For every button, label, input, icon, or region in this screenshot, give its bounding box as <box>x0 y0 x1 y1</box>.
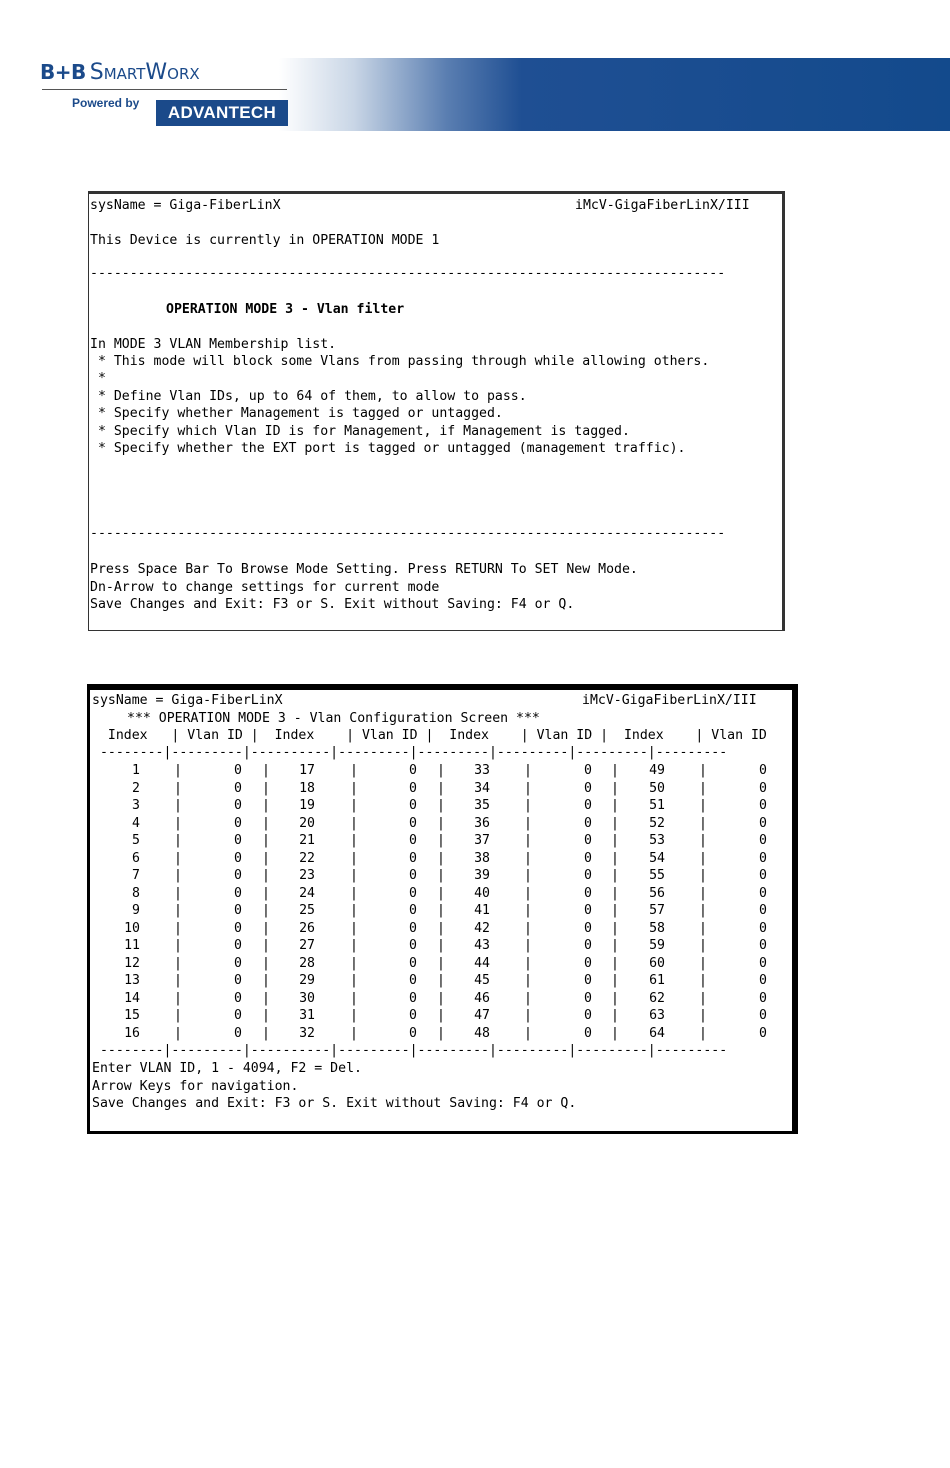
sysname-label: sysName = Giga-FiberLinX <box>90 198 281 213</box>
index-cell: 26 <box>299 920 315 936</box>
vlan-id-cell[interactable]: 0 <box>584 833 592 848</box>
table-header-row: Index | Vlan ID | Index | Vlan ID | Index | Vlan ID | Index | Vlan ID <box>92 728 767 743</box>
column-separator: | <box>524 763 532 778</box>
table-divider-bottom: --------|---------|----------|---------|---------|---------|---------|--------- <box>92 1043 728 1058</box>
membership-heading: In MODE 3 VLAN Membership list. <box>90 337 337 352</box>
index-cell: 32 <box>299 1025 315 1041</box>
index-cell: 1 <box>132 763 140 778</box>
bullet-line: * Specify which Vlan ID is for Management, if Management is tagged. <box>90 424 630 439</box>
column-separator: | <box>437 798 445 813</box>
index-cell: 18 <box>299 780 315 796</box>
index-cell: 10 <box>124 920 140 936</box>
column-separator: | <box>524 798 532 813</box>
column-separator: | <box>524 885 532 901</box>
vlan-id-cell[interactable]: 0 <box>409 798 417 813</box>
powered-by-label: Powered by <box>72 96 140 110</box>
column-separator: | <box>350 885 358 901</box>
vlan-id-cell[interactable]: 0 <box>584 920 592 936</box>
index-cell: 31 <box>299 1008 315 1023</box>
column-separator: | <box>437 938 445 953</box>
index-cell: 59 <box>649 938 665 953</box>
column-separator: | <box>262 763 270 778</box>
vlan-id-cell[interactable]: 0 <box>234 780 242 796</box>
index-cell: 13 <box>124 973 140 988</box>
vlan-id-cell[interactable]: 0 <box>234 990 242 1006</box>
column-separator: | <box>350 780 358 796</box>
column-separator: | <box>611 920 619 936</box>
index-cell: 45 <box>474 973 490 988</box>
bullet-line: * This mode will block some Vlans from passing through while allowing others. <box>90 354 710 369</box>
vlan-id-cell[interactable]: 0 <box>759 763 767 778</box>
vlan-id-cell[interactable]: 0 <box>584 850 592 866</box>
column-separator: | <box>699 780 707 796</box>
column-separator: | <box>437 868 445 883</box>
vlan-id-cell[interactable]: 0 <box>234 938 242 953</box>
index-cell: 58 <box>649 920 665 936</box>
table-row <box>90 1025 790 1042</box>
column-separator: | <box>174 833 182 848</box>
column-separator: | <box>699 903 707 918</box>
column-separator: | <box>262 990 270 1006</box>
column-separator: | <box>699 1025 707 1041</box>
column-separator: | <box>524 815 532 831</box>
column-separator: | <box>611 850 619 866</box>
bullet-line: * <box>90 371 106 386</box>
index-cell: 52 <box>649 815 665 831</box>
vlan-id-cell[interactable]: 0 <box>759 1025 767 1041</box>
column-separator: | <box>350 815 358 831</box>
column-separator: | <box>699 815 707 831</box>
vlan-id-cell[interactable]: 0 <box>409 833 417 848</box>
index-cell: 64 <box>649 1025 665 1041</box>
vlan-id-cell[interactable]: 0 <box>409 955 417 971</box>
table-row <box>90 885 790 902</box>
index-cell: 7 <box>132 868 140 883</box>
logo-smartworx-text: SmartWorx <box>89 60 200 85</box>
column-separator: | <box>174 868 182 883</box>
logo-divider <box>42 89 287 90</box>
column-separator: | <box>174 763 182 778</box>
column-separator: | <box>262 903 270 918</box>
column-separator: | <box>350 920 358 936</box>
column-separator: | <box>437 763 445 778</box>
index-cell: 24 <box>299 885 315 901</box>
column-separator: | <box>437 1008 445 1023</box>
vlan-id-cell[interactable]: 0 <box>759 780 767 796</box>
vlan-id-cell[interactable]: 0 <box>759 920 767 936</box>
column-separator: | <box>437 1025 445 1041</box>
column-separator: | <box>350 990 358 1006</box>
vlan-id-cell[interactable]: 0 <box>759 990 767 1006</box>
table-row <box>90 920 790 937</box>
vlan-id-cell[interactable]: 0 <box>584 990 592 1006</box>
index-cell: 19 <box>299 798 315 813</box>
vlan-id-cell[interactable]: 0 <box>409 938 417 953</box>
vlan-id-cell[interactable]: 0 <box>234 798 242 813</box>
index-cell: 15 <box>124 1008 140 1023</box>
table-divider-top: --------|---------|----------|---------|---------|---------|---------|--------- <box>92 745 728 760</box>
column-separator: | <box>262 833 270 848</box>
column-separator: | <box>350 868 358 883</box>
column-separator: | <box>174 1025 182 1041</box>
index-cell: 40 <box>474 885 490 901</box>
index-cell: 55 <box>649 868 665 883</box>
mode-title[interactable]: OPERATION MODE 3 - Vlan filter <box>166 302 405 317</box>
vlan-id-cell[interactable]: 0 <box>409 903 417 918</box>
vlan-id-cell[interactable]: 0 <box>409 763 417 778</box>
terminal-screen-vlan-config <box>87 684 798 1134</box>
column-separator: | <box>350 973 358 988</box>
vlan-id-cell[interactable]: 0 <box>234 815 242 831</box>
vlan-id-cell[interactable]: 0 <box>234 868 242 883</box>
vlan-id-cell[interactable]: 0 <box>234 1025 242 1041</box>
table-row <box>90 815 790 832</box>
index-cell: 43 <box>474 938 490 953</box>
column-separator: | <box>437 833 445 848</box>
column-separator: | <box>611 903 619 918</box>
index-cell: 63 <box>649 1008 665 1023</box>
table-row <box>90 955 790 972</box>
help-line: Save Changes and Exit: F3 or S. Exit without Saving: F4 or Q. <box>90 597 575 612</box>
column-separator: | <box>611 973 619 988</box>
vlan-id-cell[interactable]: 0 <box>584 763 592 778</box>
column-separator: | <box>350 938 358 953</box>
column-separator: | <box>437 850 445 866</box>
column-separator: | <box>262 868 270 883</box>
column-separator: | <box>699 885 707 901</box>
index-cell: 5 <box>132 833 140 848</box>
column-separator: | <box>350 833 358 848</box>
column-separator: | <box>437 780 445 796</box>
terminal-screen-mode-select <box>88 191 785 631</box>
column-separator: | <box>174 798 182 813</box>
column-separator: | <box>174 938 182 953</box>
column-separator: | <box>350 1008 358 1023</box>
vlan-id-cell[interactable]: 0 <box>759 973 767 988</box>
device-model-label: iMcV-GigaFiberLinX/III <box>575 198 750 213</box>
vlan-id-cell[interactable]: 0 <box>234 973 242 988</box>
index-cell: 21 <box>299 833 315 848</box>
column-separator: | <box>262 1025 270 1041</box>
column-separator: | <box>699 798 707 813</box>
column-separator: | <box>174 973 182 988</box>
vlan-id-cell[interactable]: 0 <box>759 885 767 901</box>
vlan-id-cell[interactable]: 0 <box>409 1025 417 1041</box>
column-separator: | <box>524 920 532 936</box>
column-separator: | <box>350 1025 358 1041</box>
column-separator: | <box>350 798 358 813</box>
index-cell: 50 <box>649 780 665 796</box>
vlan-id-cell[interactable]: 0 <box>234 833 242 848</box>
index-cell: 38 <box>474 850 490 866</box>
column-separator: | <box>699 973 707 988</box>
index-cell: 53 <box>649 833 665 848</box>
column-separator: | <box>174 780 182 796</box>
vlan-id-cell[interactable]: 0 <box>409 850 417 866</box>
table-row <box>90 937 790 954</box>
column-separator: | <box>174 850 182 866</box>
column-separator: | <box>262 885 270 901</box>
index-cell: 35 <box>474 798 490 813</box>
column-separator: | <box>524 990 532 1006</box>
column-separator: | <box>262 955 270 971</box>
vlan-id-cell[interactable]: 0 <box>409 780 417 796</box>
vlan-id-cell[interactable]: 0 <box>584 798 592 813</box>
vlan-id-cell[interactable]: 0 <box>234 955 242 971</box>
column-separator: | <box>437 955 445 971</box>
column-separator: | <box>611 990 619 1006</box>
table-row <box>90 780 790 797</box>
column-separator: | <box>524 833 532 848</box>
index-cell: 33 <box>474 763 490 778</box>
column-separator: | <box>524 938 532 953</box>
help-line: Arrow Keys for navigation. <box>92 1079 299 1094</box>
vlan-id-cell[interactable]: 0 <box>409 973 417 988</box>
column-separator: | <box>611 798 619 813</box>
separator-top: -------------------------------------------------------------------------------- <box>90 266 726 281</box>
column-separator: | <box>611 763 619 778</box>
index-cell: 34 <box>474 780 490 796</box>
vlan-id-cell[interactable]: 0 <box>234 1008 242 1023</box>
column-separator: | <box>699 868 707 883</box>
column-separator: | <box>350 850 358 866</box>
vlan-id-cell[interactable]: 0 <box>234 850 242 866</box>
column-separator: | <box>174 885 182 901</box>
column-separator: | <box>437 885 445 901</box>
column-separator: | <box>524 850 532 866</box>
index-cell: 48 <box>474 1025 490 1041</box>
column-separator: | <box>437 990 445 1006</box>
index-cell: 4 <box>132 815 140 831</box>
column-separator: | <box>174 1008 182 1023</box>
column-separator: | <box>699 1008 707 1023</box>
index-cell: 56 <box>649 885 665 901</box>
column-separator: | <box>524 1008 532 1023</box>
index-cell: 16 <box>124 1025 140 1041</box>
column-separator: | <box>699 938 707 953</box>
vlan-id-cell[interactable]: 0 <box>409 1008 417 1023</box>
column-separator: | <box>262 938 270 953</box>
column-separator: | <box>262 798 270 813</box>
column-separator: | <box>174 815 182 831</box>
index-cell: 46 <box>474 990 490 1006</box>
vlan-id-cell[interactable]: 0 <box>584 780 592 796</box>
column-separator: | <box>350 903 358 918</box>
vlan-id-cell[interactable]: 0 <box>409 990 417 1006</box>
column-separator: | <box>699 833 707 848</box>
table-row <box>90 762 790 779</box>
index-cell: 25 <box>299 903 315 918</box>
vlan-id-cell[interactable]: 0 <box>584 815 592 831</box>
index-cell: 29 <box>299 973 315 988</box>
vlan-id-cell[interactable]: 0 <box>584 938 592 953</box>
vlan-id-cell[interactable]: 0 <box>409 885 417 901</box>
vlan-id-cell[interactable]: 0 <box>234 920 242 936</box>
index-cell: 8 <box>132 885 140 901</box>
vlan-id-cell[interactable]: 0 <box>759 798 767 813</box>
table-row <box>90 832 790 849</box>
index-cell: 36 <box>474 815 490 831</box>
vlan-id-cell[interactable]: 0 <box>584 955 592 971</box>
index-cell: 9 <box>132 903 140 918</box>
screen-title: *** OPERATION MODE 3 - Vlan Configuration Screen *** <box>127 711 540 726</box>
column-separator: | <box>699 990 707 1006</box>
column-separator: | <box>699 850 707 866</box>
bullet-line: * Specify whether the EXT port is tagged or untagged (management traffic). <box>90 441 686 456</box>
column-separator: | <box>524 973 532 988</box>
vlan-id-cell[interactable]: 0 <box>409 920 417 936</box>
index-cell: 60 <box>649 955 665 971</box>
vlan-id-cell[interactable]: 0 <box>584 885 592 901</box>
index-cell: 41 <box>474 903 490 918</box>
index-cell: 11 <box>124 938 140 953</box>
vlan-id-cell[interactable]: 0 <box>234 885 242 901</box>
column-separator: | <box>262 780 270 796</box>
vlan-id-cell[interactable]: 0 <box>759 938 767 953</box>
bullet-line: * Define Vlan IDs, up to 64 of them, to allow to pass. <box>90 389 527 404</box>
help-line: Press Space Bar To Browse Mode Setting. Press RETURN To SET New Mode. <box>90 562 638 577</box>
vlan-id-cell[interactable]: 0 <box>759 868 767 883</box>
column-separator: | <box>262 920 270 936</box>
vlan-id-cell[interactable]: 0 <box>584 1025 592 1041</box>
column-separator: | <box>524 955 532 971</box>
column-separator: | <box>611 868 619 883</box>
column-separator: | <box>524 780 532 796</box>
index-cell: 14 <box>124 990 140 1006</box>
table-row <box>90 990 790 1007</box>
help-line: Save Changes and Exit: F3 or S. Exit without Saving: F4 or Q. <box>92 1096 577 1111</box>
column-separator: | <box>174 920 182 936</box>
index-cell: 57 <box>649 903 665 918</box>
vlan-id-cell[interactable]: 0 <box>584 973 592 988</box>
vlan-id-cell[interactable]: 0 <box>584 1008 592 1023</box>
index-cell: 6 <box>132 850 140 866</box>
column-separator: | <box>174 955 182 971</box>
index-cell: 20 <box>299 815 315 831</box>
vlan-id-cell[interactable]: 0 <box>584 903 592 918</box>
column-separator: | <box>524 903 532 918</box>
vlan-id-cell[interactable]: 0 <box>759 903 767 918</box>
index-cell: 2 <box>132 780 140 796</box>
column-separator: | <box>611 938 619 953</box>
column-separator: | <box>437 920 445 936</box>
table-row <box>90 797 790 814</box>
table-row <box>90 1007 790 1024</box>
index-cell: 44 <box>474 955 490 971</box>
column-separator: | <box>699 763 707 778</box>
index-cell: 17 <box>299 763 315 778</box>
column-separator: | <box>611 1025 619 1041</box>
column-separator: | <box>611 955 619 971</box>
separator-bottom: -------------------------------------------------------------------------------- <box>90 526 726 541</box>
column-separator: | <box>262 1008 270 1023</box>
index-cell: 39 <box>474 868 490 883</box>
column-separator: | <box>262 973 270 988</box>
vlan-id-cell[interactable]: 0 <box>234 903 242 918</box>
index-cell: 12 <box>124 955 140 971</box>
index-cell: 47 <box>474 1008 490 1023</box>
vlan-id-cell[interactable]: 0 <box>409 815 417 831</box>
table-row <box>90 902 790 919</box>
logo-bb-text: B+B <box>40 60 86 84</box>
column-separator: | <box>262 850 270 866</box>
bullet-line: * Specify whether Management is tagged or untagged. <box>90 406 503 421</box>
column-separator: | <box>350 955 358 971</box>
column-separator: | <box>699 920 707 936</box>
table-row <box>90 867 790 884</box>
column-separator: | <box>524 868 532 883</box>
column-separator: | <box>437 903 445 918</box>
column-separator: | <box>262 815 270 831</box>
vlan-id-cell[interactable]: 0 <box>234 763 242 778</box>
index-cell: 61 <box>649 973 665 988</box>
vlan-id-cell[interactable]: 0 <box>409 868 417 883</box>
vlan-id-cell[interactable]: 0 <box>584 868 592 883</box>
vlan-id-cell[interactable]: 0 <box>759 955 767 971</box>
vlan-id-cell[interactable]: 0 <box>759 815 767 831</box>
index-cell: 49 <box>649 763 665 778</box>
column-separator: | <box>611 780 619 796</box>
column-separator: | <box>524 1025 532 1041</box>
index-cell: 30 <box>299 990 315 1006</box>
index-cell: 42 <box>474 920 490 936</box>
device-model-label: iMcV-GigaFiberLinX/III <box>582 693 757 708</box>
table-row <box>90 972 790 989</box>
index-cell: 27 <box>299 938 315 953</box>
index-cell: 22 <box>299 850 315 866</box>
smartworx-logo <box>40 60 290 88</box>
index-cell: 23 <box>299 868 315 883</box>
index-cell: 54 <box>649 850 665 866</box>
sysname-label: sysName = Giga-FiberLinX <box>92 693 283 708</box>
vlan-id-cell[interactable]: 0 <box>759 850 767 866</box>
column-separator: | <box>174 903 182 918</box>
vlan-id-cell[interactable]: 0 <box>759 1008 767 1023</box>
column-separator: | <box>437 973 445 988</box>
table-row <box>90 850 790 867</box>
advantech-logo: ADVANTECH <box>156 100 288 126</box>
index-cell: 62 <box>649 990 665 1006</box>
index-cell: 37 <box>474 833 490 848</box>
column-separator: | <box>350 763 358 778</box>
help-line: Dn-Arrow to change settings for current mode <box>90 580 440 595</box>
column-separator: | <box>611 885 619 901</box>
column-separator: | <box>437 815 445 831</box>
index-cell: 51 <box>649 798 665 813</box>
column-separator: | <box>174 990 182 1006</box>
column-separator: | <box>611 815 619 831</box>
current-mode-status: This Device is currently in OPERATION MODE 1 <box>90 233 440 248</box>
index-cell: 3 <box>132 798 140 813</box>
help-line: Enter VLAN ID, 1 - 4094, F2 = Del. <box>92 1061 362 1076</box>
vlan-id-cell[interactable]: 0 <box>759 833 767 848</box>
column-separator: | <box>611 1008 619 1023</box>
column-separator: | <box>611 833 619 848</box>
column-separator: | <box>699 955 707 971</box>
index-cell: 28 <box>299 955 315 971</box>
